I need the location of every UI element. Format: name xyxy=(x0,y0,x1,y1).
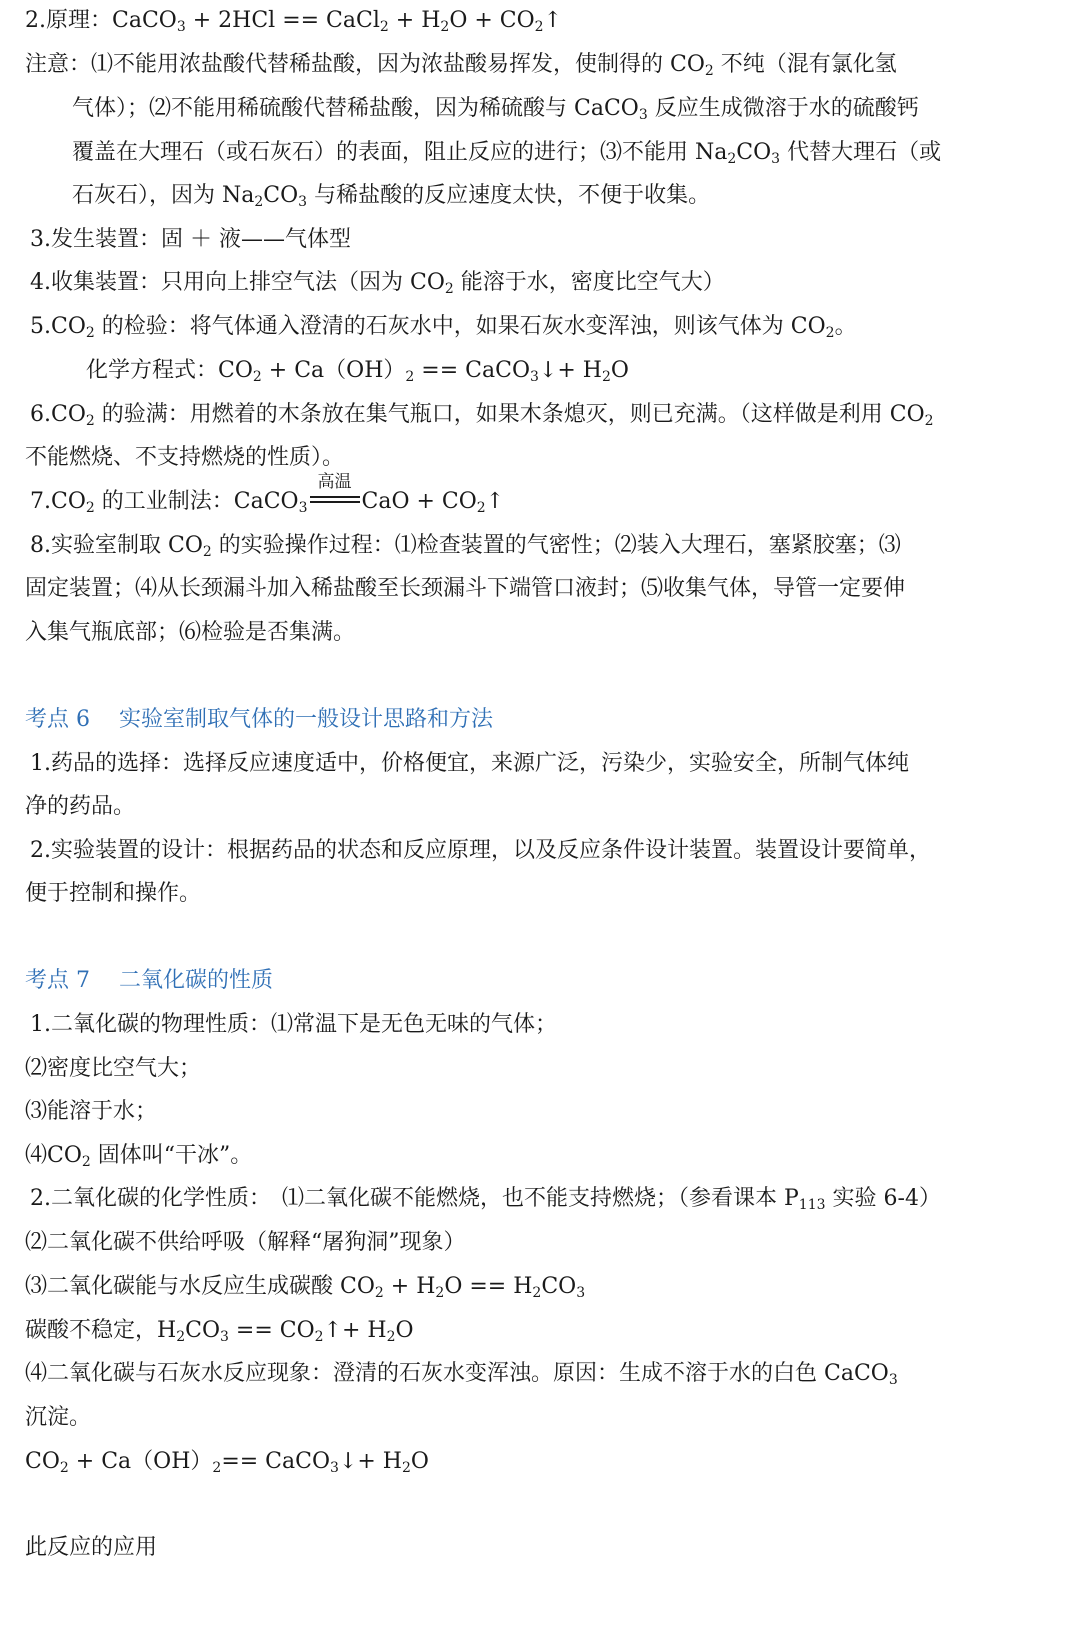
application-line: 此反应的应用 xyxy=(25,1535,158,1560)
test-line: $5.CO_2$ 的检验：将气体通入澄清的石灰水中，如果石灰水变浑浊，则该气体为 $CO_2$。 xyxy=(30,314,857,341)
full-check-line: $6.CO_2$ 的验满：用燃着的木条放在集气瓶口，如果木条熄灭，则已充满。（这样做是利用 $CO_2$ xyxy=(30,402,934,429)
high-temperature-condition: 高温 xyxy=(308,487,362,517)
procedure-line-2: 固定装置；⑷从长颈漏斗加入稀盐酸至长颈漏斗下端管口液封；⑸收集气体，导管一定要伸 xyxy=(25,576,906,601)
note-line-2: 气体）；⑵不能用稀硫酸代替稀盐酸，因为稀硫酸与 CaCO$_3$ 反应生成微溶于水的硫酸钙 xyxy=(72,96,919,123)
procedure-line-1: 8.实验室制取 $CO_2$ 的实验操作过程：⑴检查装置的气密性；⑵装入大理石，塞紧胶塞；⑶ xyxy=(30,533,901,560)
physical-property-line: 1.二氧化碳的物理性质：⑴常温下是无色无味的气体； xyxy=(30,1012,557,1037)
collection-line: 4.收集装置：只用向上排空气法（因为 $CO_2$ 能溶于水，密度比空气大） xyxy=(30,270,725,297)
chemical-property-line: 2.二氧化碳的化学性质： ⑴二氧化碳不能燃烧，也不能支持燃烧；（参看课本 $P_{113}$ 实验 6-4） xyxy=(30,1186,941,1213)
principle-equation-line: 2.原理：CaCO$_3$ + 2HCl == CaCl$_2$ + $H_2O$ + $CO_2↑$ xyxy=(25,8,563,35)
section-heading-6: 考点 6 实验室制取气体的一般设计思路和方法 xyxy=(25,707,493,732)
carbonic-acid-line: ⑶二氧化碳能与水反应生成碳酸 $CO_2 + H_2O == H_2CO_3$ xyxy=(25,1274,586,1301)
reagent-line-2: 净的药品。 xyxy=(25,794,136,819)
design-line-2: 便于控制和操作。 xyxy=(25,881,202,906)
note-line-1: 注意：⑴不能用浓盐酸代替稀盐酸，因为浓盐酸易挥发，使制得的 $CO_2$ 不纯（混有氯化氢 xyxy=(25,52,897,79)
density-line: ⑵密度比空气大； xyxy=(25,1056,202,1081)
solubility-line: ⑶能溶于水； xyxy=(25,1099,158,1124)
limewater-line: ⑷二氧化碳与石灰水反应现象：澄清的石灰水变浑浊。原因：生成不溶于水的白色 CaCO$_3$ xyxy=(25,1361,898,1388)
procedure-line-3: 入集气瓶底部；⑹检验是否集满。 xyxy=(25,620,356,645)
precipitate-line: 沉淀。 xyxy=(25,1405,92,1430)
note-line-3: 覆盖在大理石（或石灰石）的表面，阻止反应的进行；⑶不能用 $Na_2CO_3$ 代替大理石（或 xyxy=(72,140,942,167)
unstable-acid-line: 碳酸不稳定，$H_2CO_3$ == $CO_2↑+ H_2O$ xyxy=(25,1318,414,1345)
design-line-1: 2.实验装置的设计：根据药品的状态和反应原理，以及反应条件设计装置。装置设计要简单， xyxy=(30,838,931,863)
industrial-line: $7.CO_2$ 的工业制法：CaCO$_3$ 高温 CaO + $CO_2↑$ xyxy=(30,472,505,516)
equals-bar xyxy=(310,496,360,503)
dry-ice-line: $⑷CO_2$ 固体叫“干冰”。 xyxy=(25,1143,253,1170)
full-check-line-2: 不能燃烧、不支持燃烧的性质）。 xyxy=(25,445,345,470)
section-heading-7: 考点 7 二氧化碳的性质 xyxy=(25,968,273,993)
note-line-4: 石灰石），因为 $Na_2CO_3$ 与稀盐酸的反应速度太快，不便于收集。 xyxy=(72,183,711,210)
respiration-line: ⑵二氧化碳不供给呼吸（解释“屠狗洞”现象） xyxy=(25,1230,466,1255)
reagent-line-1: 1.药品的选择：选择反应速度适中，价格便宜，来源广泛，污染少，实验安全，所制气体纯 xyxy=(30,751,909,776)
limewater-equation-line: $CO_2 + Ca(OH)_2==$ CaCO$_3$↓+ $H_2O$ xyxy=(25,1449,429,1476)
test-equation-line: 化学方程式：$CO_2 + Ca(OH)_2$ == CaCO$_3$↓+ $H_2O$ xyxy=(86,358,629,385)
apparatus-line: 3.发生装置：固 ＋ 液——气体型 xyxy=(30,227,351,252)
